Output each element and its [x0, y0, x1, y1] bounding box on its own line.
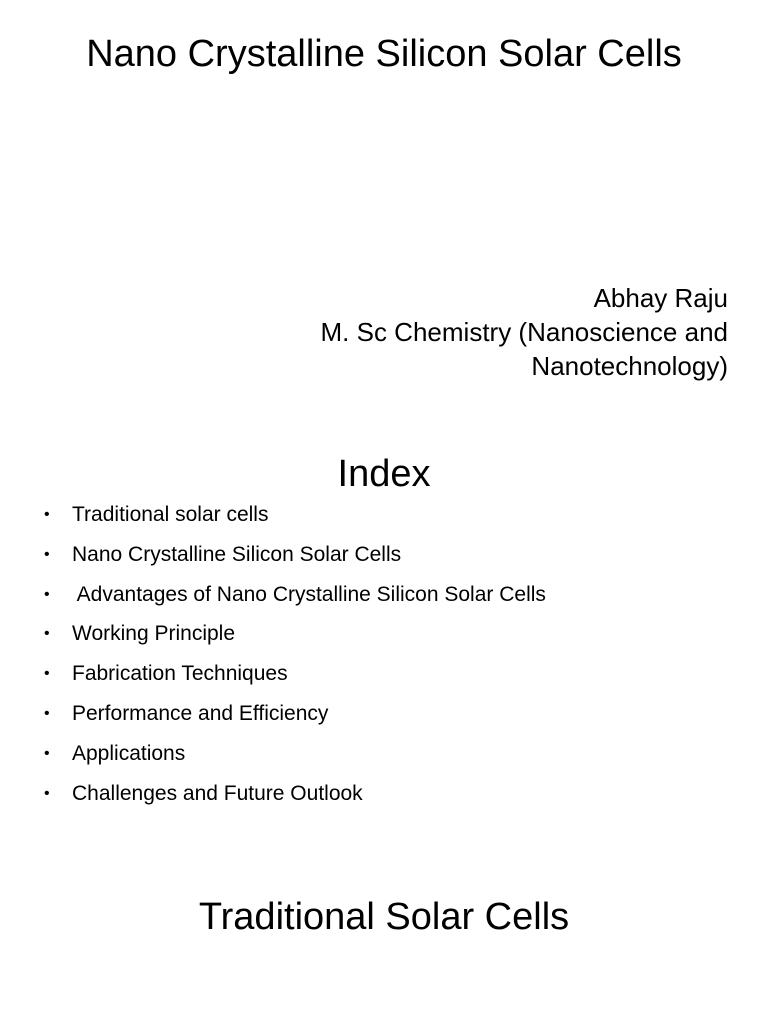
index-list — [44, 500, 546, 818]
list-item — [44, 739, 546, 779]
bullet-icon: • — [44, 744, 50, 762]
list-item-label: Working Principle — [72, 622, 236, 646]
list-item — [44, 699, 546, 739]
list-item-label: Fabrication Techniques — [72, 662, 288, 686]
list-item — [44, 580, 546, 620]
section-heading: Traditional Solar Cells — [198, 896, 570, 938]
bullet-icon: • — [44, 545, 50, 563]
author-degree-continued: Nanotechnology) — [531, 351, 728, 381]
list-item-label: Performance and Efficiency — [72, 701, 329, 725]
list-item — [44, 659, 546, 699]
list-item-label: Nano Crystalline Silicon Solar Cells — [72, 542, 402, 566]
list-item — [44, 779, 546, 819]
bullet-icon: • — [44, 585, 50, 603]
index-heading: Index — [337, 453, 431, 495]
author-block — [168, 281, 728, 383]
list-item — [44, 619, 546, 659]
author-name: Abhay Raju — [593, 283, 728, 313]
list-item-label: Challenges and Future Outlook — [72, 781, 363, 805]
list-item — [44, 540, 546, 580]
bullet-icon: • — [44, 665, 50, 683]
author-degree: M. Sc Chemistry (Nanoscience and — [320, 317, 728, 347]
bullet-icon: • — [44, 704, 50, 722]
list-item-label: Traditional solar cells — [72, 503, 269, 526]
bullet-icon: • — [44, 784, 50, 802]
list-item — [44, 500, 546, 540]
bullet-icon: • — [44, 506, 50, 523]
slide-title: Nano Crystalline Silicon Solar Cells — [86, 33, 682, 75]
list-item-label: Advantages of Nano Crystalline Silicon Solar Cells — [72, 582, 546, 606]
bullet-icon: • — [44, 625, 50, 643]
list-item-label: Applications — [72, 741, 186, 765]
